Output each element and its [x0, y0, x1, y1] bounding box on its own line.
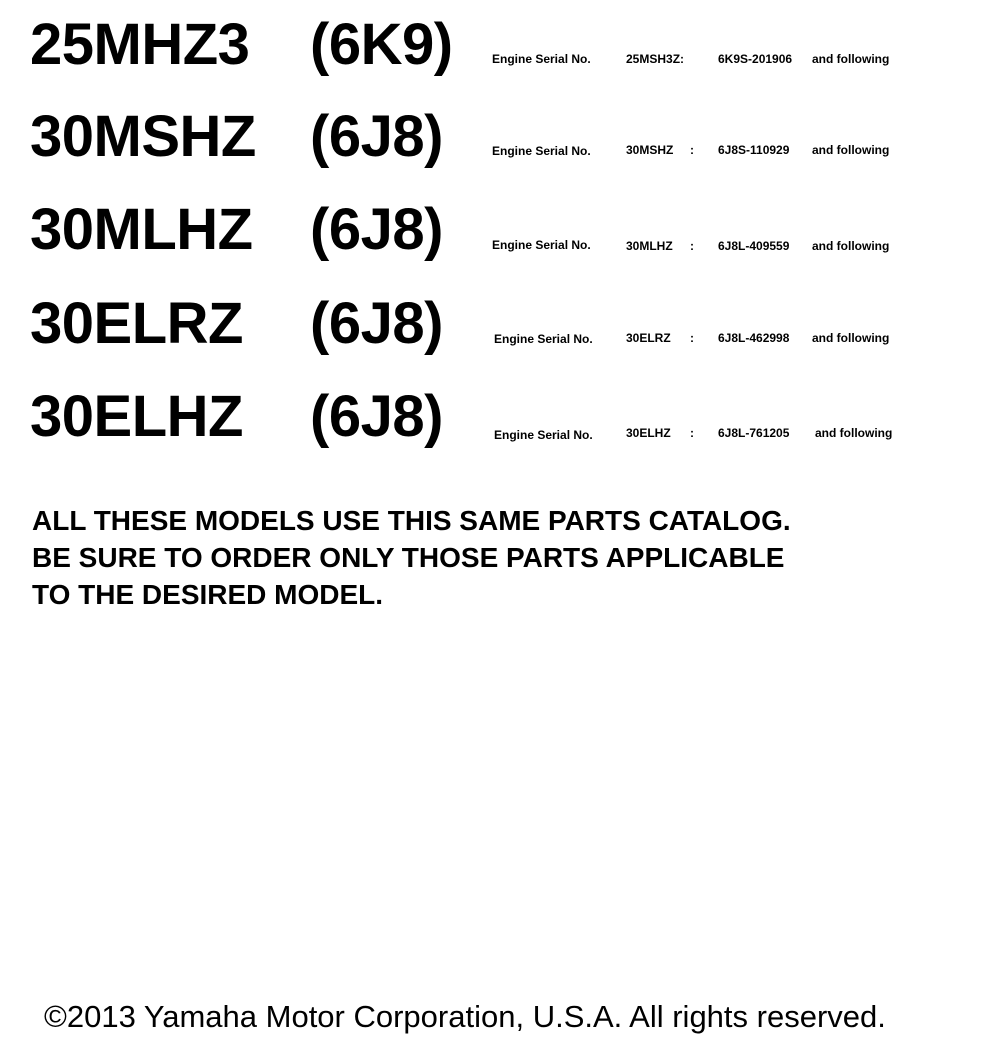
- model-name: 30ELRZ: [30, 291, 243, 356]
- notice-line: ALL THESE MODELS USE THIS SAME PARTS CATALOG.: [32, 505, 791, 536]
- serial-number: 6J8L-462998: [718, 331, 790, 345]
- serial-colon: :: [690, 331, 694, 345]
- serial-following: and following: [812, 331, 890, 345]
- serial-label: Engine Serial No.: [492, 238, 591, 252]
- model-code: (6J8): [310, 291, 443, 356]
- serial-label: Engine Serial No.: [492, 144, 591, 158]
- model-name: 25MHZ3: [30, 12, 250, 77]
- model-name: 30ELHZ: [30, 384, 243, 449]
- model-code: (6K9): [310, 12, 453, 77]
- serial-label: Engine Serial No.: [492, 52, 591, 66]
- model-row-30elhz: [0, 377, 1000, 457]
- model-code: (6J8): [310, 384, 443, 449]
- model-name: 30MLHZ: [30, 197, 253, 262]
- serial-number: 6J8S-110929: [718, 143, 790, 157]
- model-name: 30MSHZ: [30, 104, 256, 169]
- model-row-25mhz3: [0, 5, 1000, 85]
- serial-model: 25MSH3Z:: [626, 52, 685, 66]
- serial-model: 30MSHZ: [626, 143, 674, 157]
- model-row-30mshz: [0, 97, 1000, 177]
- model-code: (6J8): [310, 197, 443, 262]
- serial-colon: :: [690, 426, 694, 440]
- serial-colon: :: [690, 239, 694, 253]
- serial-following: and following: [812, 239, 890, 253]
- copyright-notice: ©2013 Yamaha Motor Corporation, U.S.A. All rights reserved.: [44, 999, 886, 1034]
- serial-label: Engine Serial No.: [494, 332, 593, 346]
- model-row-30elrz: [0, 284, 1000, 364]
- serial-model: 30ELHZ: [626, 426, 671, 440]
- serial-number: 6J8L-409559: [718, 239, 790, 253]
- serial-model: 30ELRZ: [626, 331, 671, 345]
- model-row-30mlhz: [0, 190, 1000, 270]
- serial-colon: :: [690, 143, 694, 157]
- serial-number: 6K9S-201906: [718, 52, 793, 66]
- notice-line: TO THE DESIRED MODEL.: [32, 579, 384, 610]
- serial-number: 6J8L-761205: [718, 426, 790, 440]
- model-code: (6J8): [310, 104, 443, 169]
- serial-model: 30MLHZ: [626, 239, 673, 253]
- notice-line: BE SURE TO ORDER ONLY THOSE PARTS APPLICABLE: [32, 542, 785, 573]
- serial-following: and following: [815, 426, 893, 440]
- serial-following: and following: [812, 143, 890, 157]
- applicability-notice: [32, 502, 972, 613]
- serial-label: Engine Serial No.: [494, 428, 593, 442]
- serial-following: and following: [812, 52, 890, 66]
